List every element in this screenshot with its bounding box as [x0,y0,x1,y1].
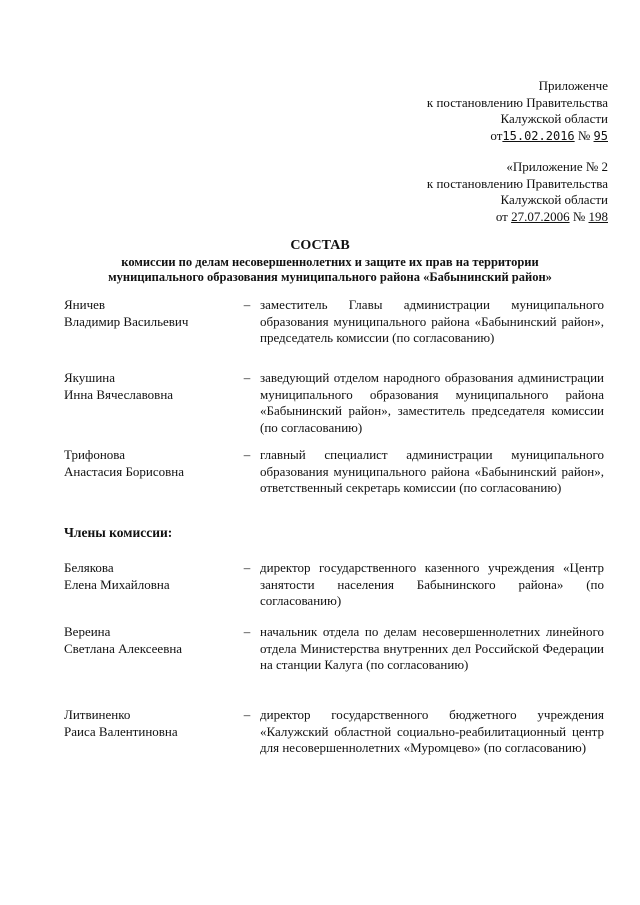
members-heading: Члены комиссии: [64,525,173,540]
appendix2-date-line: от 27.07.2006 № 198 [495,208,608,224]
appendix-date: 15.02.2016 [502,128,575,143]
dash: – [243,370,251,385]
dash: – [243,707,251,722]
appendix-resolution: к постановлению Правительства [426,94,608,110]
appendix2-header [427,159,608,225]
appendix2-resolution: к постановлению Правительства [426,175,608,191]
appendix2-number: 198 [588,208,608,224]
person-role: начальник отдела по делам несовершеннолетних линейного отдела Министерства внутренних дел Российской Федерации на станции Калуга (по согласованию) [260,624,604,672]
appendix-label: Приложенче [538,78,608,93]
appendix-region: Калужской области [500,111,608,126]
document-title: СОСТАВ [290,238,350,253]
appendix2-date: 27.07.2006 [511,208,570,224]
appendix2-region: Калужской области [500,192,608,207]
person-name: Якушина Инна Вячеславовна [64,370,174,402]
person-name: Литвиненко Раиса Валентиновна [64,707,178,739]
appendix-header [427,78,608,144]
person-role: директор государственного бюджетного учреждения «Калужский областной социально-реабилитационный центр для несовершеннолетних «Муромцево» (по согласованию) [260,707,604,755]
dash: – [243,560,251,575]
person-role: заместитель Главы администрации муниципального образования муниципального района «Бабынинский район», председатель комиссии (по согласованию) [260,297,604,345]
person-name: Белякова Елена Михайловна [64,560,170,592]
dash: – [243,624,251,639]
person-role: директор государственного казенного учреждения «Центр занятости населения Бабынинского района» (по согласованию) [260,560,604,608]
appendix-number: 95 [593,128,608,143]
dash: – [243,297,251,312]
appendix2-label: «Приложение № 2 [506,159,608,174]
document-subtitle: комиссии по делам несовершеннолетних и защите их прав на территории муниципального образования муниципального района «Бабынинский район» [108,255,552,284]
person-role: главный специалист администрации муниципального образования муниципального района «Бабынинский район», ответственный секретарь комиссии (по согласованию) [260,447,604,495]
person-role: заведующий отделом народного образования администрации муниципального образования муниципального района «Бабынинский район», заместитель председателя комиссии (по согласованию) [260,370,604,435]
person-name: Яничев Владимир Васильевич [64,297,189,329]
person-name: Вереина Светлана Алексеевна [64,624,183,656]
dash: – [243,447,251,462]
person-name: Трифонова Анастасия Борисовна [64,447,185,479]
appendix-date-line: от15.02.2016 № 95 [490,127,608,143]
